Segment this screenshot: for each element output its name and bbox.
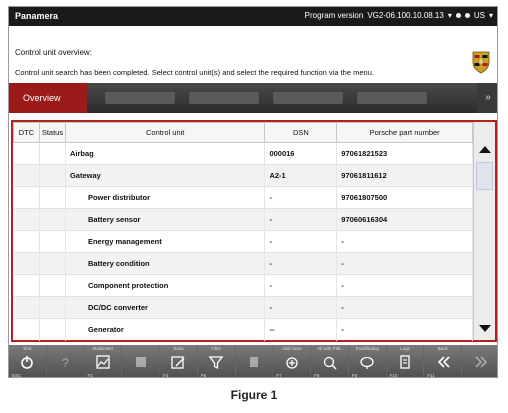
status-cell bbox=[39, 187, 65, 209]
column-header-dtc[interactable]: DTC bbox=[14, 123, 40, 143]
dtc-cell bbox=[14, 275, 40, 297]
program-version: VG2-06.100.10.08.13 bbox=[367, 11, 444, 20]
document-icon bbox=[133, 354, 149, 370]
status-cell bbox=[39, 165, 65, 187]
help-icon bbox=[57, 354, 73, 370]
dsn-cell: - bbox=[265, 231, 337, 253]
forward-icon bbox=[473, 354, 489, 370]
logs-icon bbox=[397, 354, 413, 370]
tester-screen bbox=[8, 6, 498, 378]
dtc-cell bbox=[14, 143, 40, 165]
control-unit-cell: Energy management bbox=[65, 231, 265, 253]
disabled-button[interactable] bbox=[236, 345, 274, 378]
page-title: Control unit overview: bbox=[15, 48, 92, 57]
multimeter-icon bbox=[95, 354, 111, 370]
save-button[interactable] bbox=[160, 345, 198, 378]
part-number-cell: 97060616304 bbox=[337, 209, 473, 231]
dsn-cell: -- bbox=[265, 319, 337, 341]
table-row[interactable] bbox=[14, 231, 473, 253]
control-unit-cell: DC/DC converter bbox=[65, 297, 265, 319]
dsn-cell: - bbox=[265, 297, 337, 319]
back-icon bbox=[435, 354, 451, 370]
status-message: Control unit search has been completed. Select control unit(s) and select the required function via the menu. bbox=[15, 68, 374, 77]
dsn-cell: A2-1 bbox=[265, 165, 337, 187]
vertical-scrollbar[interactable] bbox=[473, 122, 495, 340]
all-faults-key: F8 bbox=[314, 373, 320, 378]
all-faults-button[interactable] bbox=[311, 345, 349, 378]
figure-caption: Figure 1 bbox=[230, 388, 278, 402]
column-header-part-number[interactable]: Porsche part number bbox=[337, 123, 473, 143]
app-name: Panamera bbox=[15, 11, 59, 21]
dsn-cell: - bbox=[265, 187, 337, 209]
status-cell bbox=[39, 297, 65, 319]
dsn-cell: 000016 bbox=[265, 143, 337, 165]
status-cell bbox=[39, 209, 65, 231]
control-unit-cell: Gateway bbox=[65, 165, 265, 187]
dtc-cell bbox=[14, 319, 40, 341]
table-row[interactable] bbox=[14, 187, 473, 209]
status-cell bbox=[39, 253, 65, 275]
svg-text:?: ? bbox=[62, 356, 69, 370]
part-number-cell: - bbox=[337, 275, 473, 297]
fault-finding-key: F9 bbox=[351, 373, 358, 378]
column-header-dsn[interactable]: DSN bbox=[265, 123, 337, 143]
end-label: End bbox=[23, 346, 32, 351]
dsn-cell: - bbox=[265, 209, 337, 231]
status-cell bbox=[39, 275, 65, 297]
function-toolbar bbox=[9, 345, 498, 378]
part-number-cell: - bbox=[337, 297, 473, 319]
chevron-down-icon[interactable]: ▾ bbox=[488, 11, 493, 20]
table-row[interactable] bbox=[14, 165, 473, 187]
tab-placeholder[interactable] bbox=[105, 92, 175, 104]
tab-bar bbox=[9, 83, 498, 113]
table-row[interactable] bbox=[14, 253, 473, 275]
column-header-status[interactable]: Status bbox=[39, 123, 65, 143]
signal-icon: ▾ bbox=[447, 11, 452, 20]
dtc-cell bbox=[14, 253, 40, 275]
scroll-up-icon[interactable] bbox=[479, 146, 491, 153]
add-more-button[interactable] bbox=[273, 345, 311, 378]
scroll-thumb[interactable] bbox=[476, 162, 493, 190]
fault-finding-label: Faultfinding bbox=[355, 346, 379, 351]
save-key: F4 bbox=[163, 373, 169, 378]
title-bar bbox=[9, 7, 498, 26]
status-dot-icon bbox=[465, 13, 470, 18]
header bbox=[9, 26, 498, 80]
tab-placeholder[interactable] bbox=[357, 92, 427, 104]
table-row[interactable] bbox=[14, 319, 473, 341]
add-more-key: F7 bbox=[276, 373, 282, 378]
control-unit-cell: Component protection bbox=[65, 275, 265, 297]
end-button[interactable] bbox=[9, 345, 47, 378]
tab-placeholder[interactable] bbox=[189, 92, 259, 104]
dtc-cell bbox=[14, 187, 40, 209]
table-row[interactable] bbox=[14, 275, 473, 297]
part-number-cell: - bbox=[337, 319, 473, 341]
save-label: Save bbox=[173, 346, 184, 351]
dtc-cell bbox=[14, 165, 40, 187]
scroll-down-icon[interactable] bbox=[479, 325, 491, 332]
save-icon bbox=[170, 354, 186, 370]
add-control-unit-icon bbox=[284, 354, 300, 370]
part-number-cell: - bbox=[337, 253, 473, 275]
back-button[interactable] bbox=[424, 345, 462, 378]
status-cell bbox=[39, 143, 65, 165]
part-number-cell: - bbox=[337, 231, 473, 253]
table-row[interactable] bbox=[14, 209, 473, 231]
column-header-control-unit[interactable]: Control unit bbox=[65, 123, 265, 143]
dtc-cell bbox=[14, 209, 40, 231]
add-more-label: Add more bbox=[281, 346, 302, 351]
dtc-cell bbox=[14, 231, 40, 253]
tab-placeholder[interactable] bbox=[273, 92, 343, 104]
document-icon bbox=[246, 354, 262, 370]
part-number-cell: 97061807500 bbox=[337, 187, 473, 209]
filter-label: Filter bbox=[211, 346, 222, 351]
dtc-cell bbox=[14, 297, 40, 319]
porsche-crest-icon bbox=[471, 50, 491, 74]
logs-label: Logs bbox=[400, 346, 410, 351]
back-key: F11 bbox=[427, 373, 435, 378]
part-number-cell: 97061811612 bbox=[337, 165, 473, 187]
logs-button[interactable] bbox=[387, 345, 425, 378]
filter-icon bbox=[208, 354, 224, 370]
filter-key: F6 bbox=[200, 373, 207, 378]
filter-button[interactable] bbox=[198, 345, 236, 378]
program-version-label: Program version bbox=[304, 11, 364, 20]
fault-finding-icon bbox=[359, 354, 375, 370]
table-row[interactable] bbox=[14, 297, 473, 319]
part-number-cell: 97061821523 bbox=[337, 143, 473, 165]
multimeter-key: F2 bbox=[87, 373, 93, 378]
control-unit-cell: Battery sensor bbox=[65, 209, 265, 231]
back-label: Back bbox=[437, 346, 448, 351]
tab-overview[interactable]: Overview bbox=[9, 83, 87, 113]
dsn-cell: - bbox=[265, 253, 337, 275]
dsn-cell: - bbox=[265, 275, 337, 297]
tab-scroll-button[interactable]: » bbox=[477, 83, 498, 113]
region-label[interactable]: US bbox=[473, 11, 485, 20]
status-cell bbox=[39, 231, 65, 253]
control-unit-cell: Power distributor bbox=[65, 187, 265, 209]
control-unit-table bbox=[11, 120, 497, 342]
all-faults-label: All with FML bbox=[317, 346, 342, 351]
disabled-button[interactable] bbox=[122, 345, 160, 378]
forward-button[interactable] bbox=[462, 345, 498, 378]
multimeter-button[interactable] bbox=[85, 345, 123, 378]
control-unit-cell: Airbag bbox=[65, 143, 265, 165]
power-icon bbox=[19, 354, 35, 370]
status-cell bbox=[39, 319, 65, 341]
help-button[interactable] bbox=[47, 345, 85, 378]
table-row[interactable] bbox=[14, 143, 473, 165]
logs-key: F10 bbox=[389, 373, 398, 378]
fault-finding-button[interactable] bbox=[349, 345, 387, 378]
status-dot-icon bbox=[456, 13, 461, 18]
control-unit-cell: Battery condition bbox=[65, 253, 265, 275]
multimeter-label: Multimeter bbox=[92, 346, 114, 351]
fault-memory-icon bbox=[322, 354, 338, 370]
end-key: ESC bbox=[12, 373, 22, 378]
control-unit-cell: Generator bbox=[65, 319, 265, 341]
status-area bbox=[305, 11, 493, 20]
